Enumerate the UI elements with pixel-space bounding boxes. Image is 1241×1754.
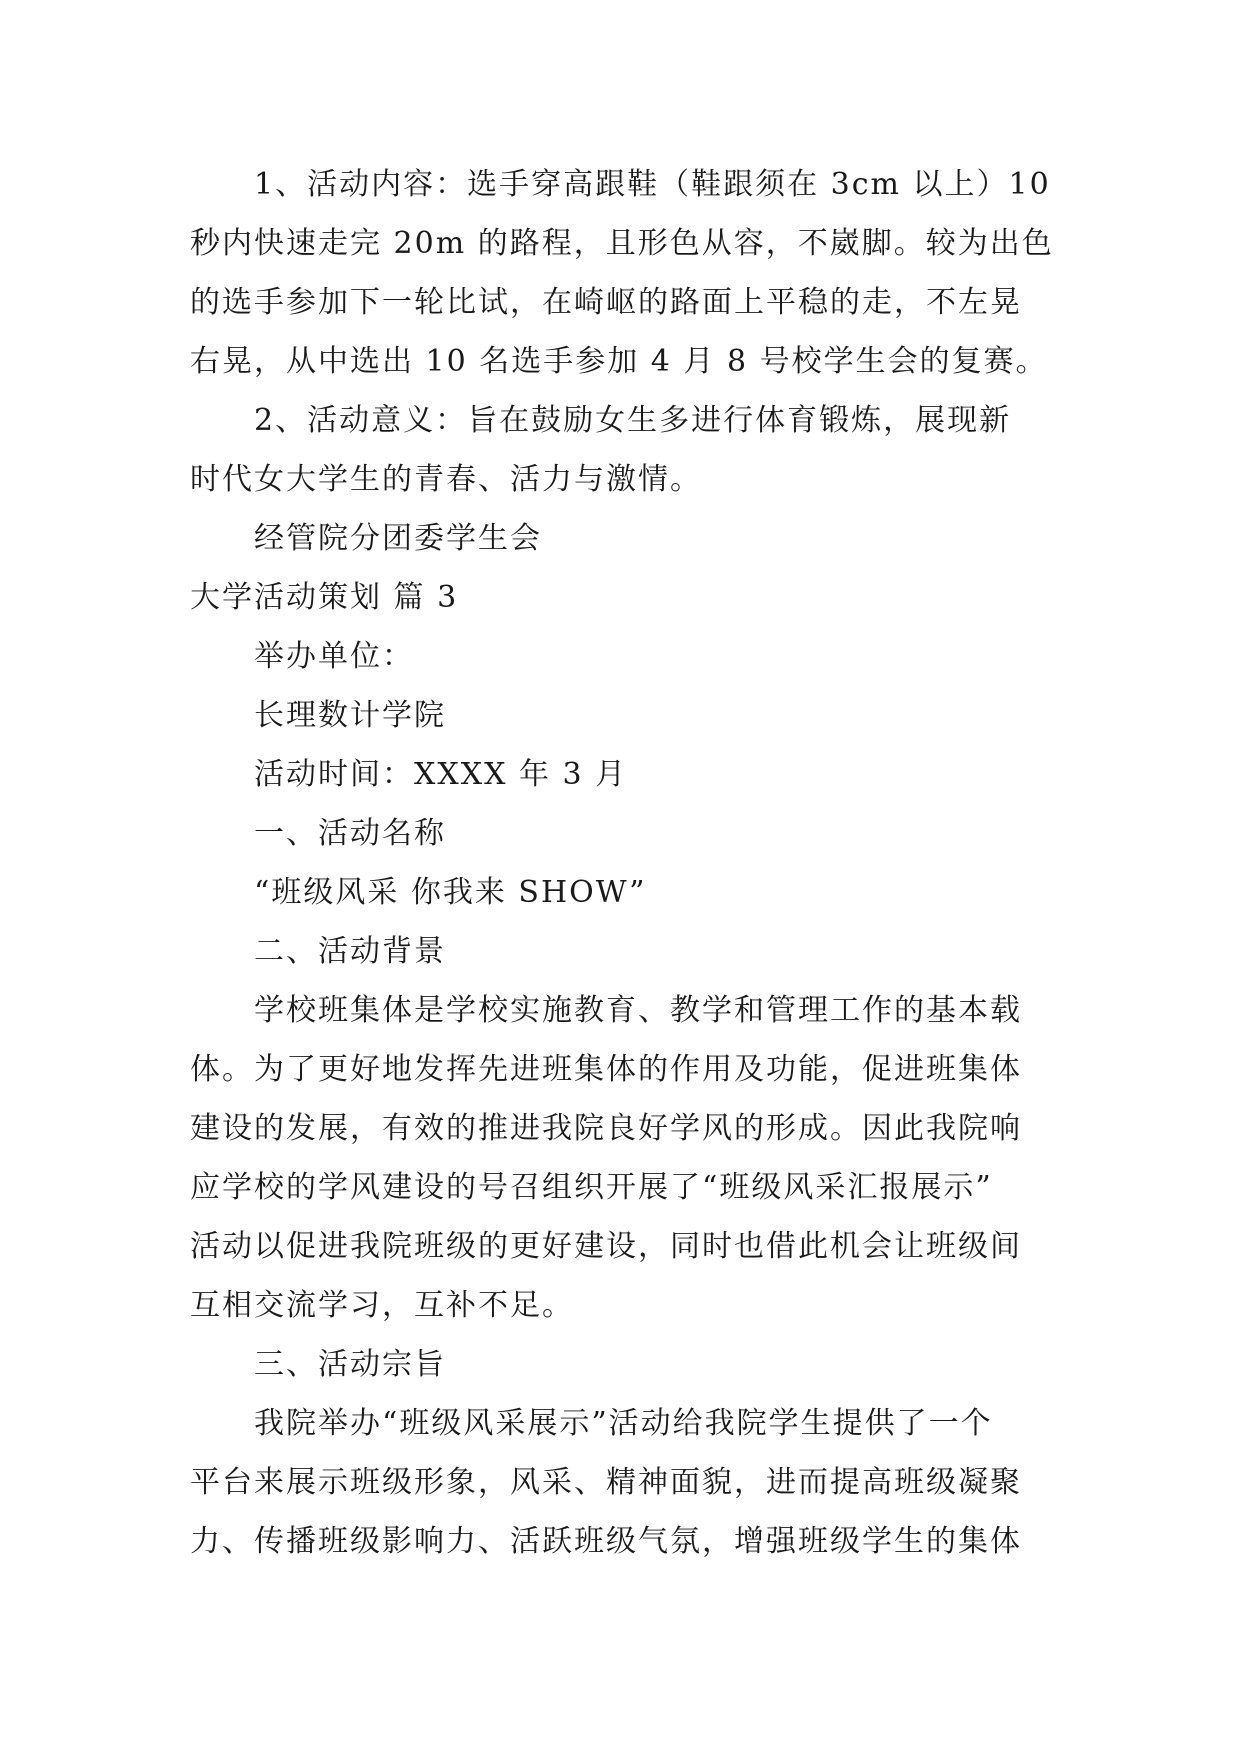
paragraph-line: 我院举办“班级风采展示”活动给我院学生提供了一个 [254, 1406, 993, 1441]
paragraph-line: 活动以促进我院班级的更好建设，同时也借此机会让班级间 [190, 1229, 1022, 1264]
paragraph-line: 体。为了更好地发挥先进班集体的作用及功能，促进班集体 [190, 1052, 1022, 1087]
paragraph-line: 1、活动内容：选手穿高跟鞋（鞋跟须在 3cm 以上）10 [254, 167, 1051, 202]
paragraph-line: 平台来展示班级形象，风采、精神面貌，进而提高班级凝聚 [190, 1465, 1022, 1500]
paragraph-line: “班级风采 你我来 SHOW” [254, 875, 647, 910]
paragraph-line: 右晃，从中选出 10 名选手参加 4 月 8 号校学生会的复赛。 [190, 344, 1048, 379]
paragraph-line: 应学校的学风建设的号召组织开展了“班级风采汇报展示” [190, 1170, 993, 1205]
paragraph-line: 2、活动意义：旨在鼓励女生多进行体育锻炼，展现新 [254, 403, 1012, 438]
paragraph-line: 活动时间：XXXX 年 3 月 [254, 757, 628, 792]
paragraph-line: 举办单位： [254, 639, 414, 674]
paragraph-line: 力、传播班级影响力、活跃班级气氛，增强班级学生的集体 [190, 1524, 1022, 1559]
section-heading: 大学活动策划 篇 3 [190, 580, 459, 615]
paragraph-line: 学校班集体是学校实施教育、教学和管理工作的基本载 [254, 993, 1022, 1028]
paragraph-line: 时代女大学生的青春、活力与激情。 [190, 462, 702, 497]
subsection-heading: 一、活动名称 [254, 816, 446, 851]
signature-line: 经管院分团委学生会 [254, 521, 542, 556]
paragraph-line: 长理数计学院 [254, 698, 446, 733]
paragraph-line: 秒内快速走完 20m 的路程，且形色从容，不崴脚。较为出色 [190, 226, 1054, 261]
subsection-heading: 三、活动宗旨 [254, 1347, 446, 1382]
paragraph-line: 建设的发展，有效的推进我院良好学风的形成。因此我院响 [190, 1111, 1022, 1146]
paragraph-line: 的选手参加下一轮比试，在崎岖的路面上平稳的走，不左晃 [190, 285, 1022, 320]
subsection-heading: 二、活动背景 [254, 934, 446, 969]
paragraph-line: 互相交流学习，互补不足。 [190, 1288, 574, 1323]
